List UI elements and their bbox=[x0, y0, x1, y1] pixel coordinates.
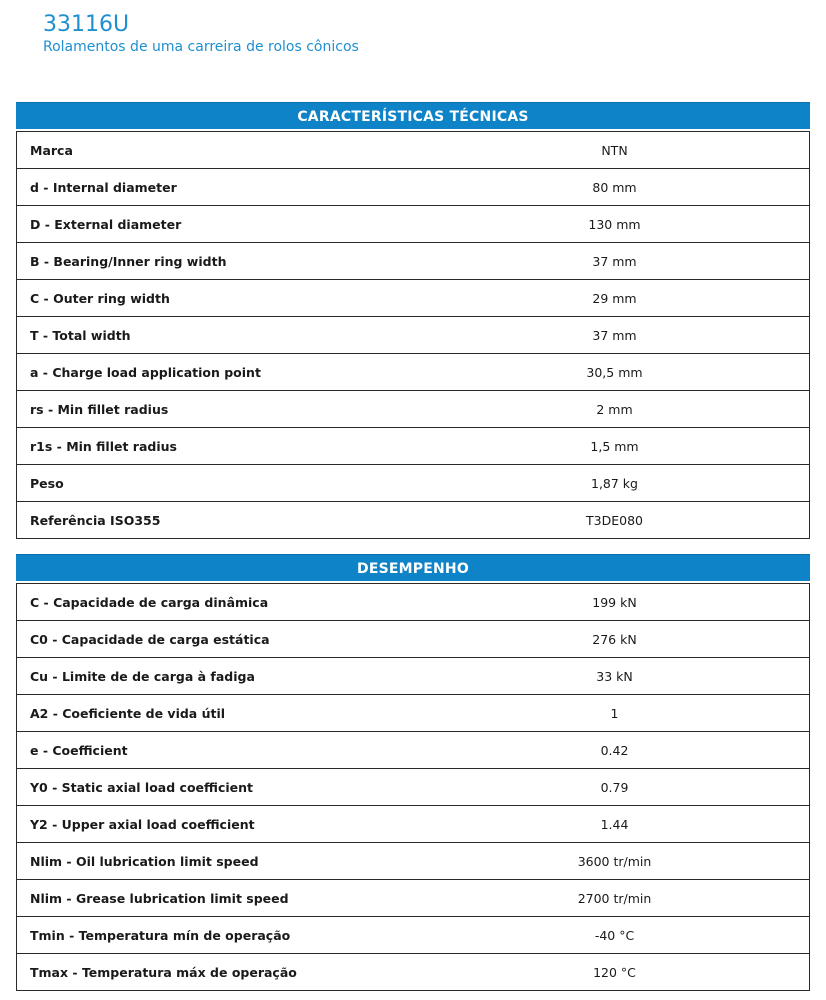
table-row bbox=[17, 917, 810, 954]
technical-section-title: CARACTERÍSTICAS TÉCNICAS bbox=[16, 102, 810, 129]
row-value: 0.42 bbox=[410, 732, 810, 769]
table-row bbox=[17, 880, 810, 917]
table-row bbox=[17, 428, 810, 465]
table-row bbox=[17, 584, 810, 621]
row-label: r1s - Min fillet radius bbox=[17, 428, 411, 465]
table-row bbox=[17, 843, 810, 880]
performance-section bbox=[16, 554, 810, 991]
table-row bbox=[17, 954, 810, 991]
performance-table bbox=[16, 583, 810, 991]
row-label: Y0 - Static axial load coefficient bbox=[17, 769, 411, 806]
table-row bbox=[17, 806, 810, 843]
row-value: 1,5 mm bbox=[410, 428, 810, 465]
row-label: Cu - Limite de de carga à fadiga bbox=[17, 658, 411, 695]
row-value: 199 kN bbox=[410, 584, 810, 621]
table-row bbox=[17, 132, 810, 169]
row-label: B - Bearing/Inner ring width bbox=[17, 243, 411, 280]
row-label: Nlim - Oil lubrication limit speed bbox=[17, 843, 411, 880]
table-row bbox=[17, 621, 810, 658]
row-label: C - Outer ring width bbox=[17, 280, 411, 317]
table-row bbox=[17, 695, 810, 732]
row-label: Peso bbox=[17, 465, 411, 502]
row-value: 37 mm bbox=[410, 243, 810, 280]
row-value: T3DE080 bbox=[410, 502, 810, 539]
row-value: 276 kN bbox=[410, 621, 810, 658]
table-row bbox=[17, 391, 810, 428]
product-description: Rolamentos de uma carreira de rolos cônicos bbox=[43, 39, 359, 55]
row-label: Y2 - Upper axial load coefficient bbox=[17, 806, 411, 843]
table-row bbox=[17, 206, 810, 243]
row-value: 2 mm bbox=[410, 391, 810, 428]
performance-section-title: DESEMPENHO bbox=[16, 554, 810, 581]
row-value: 2700 tr/min bbox=[410, 880, 810, 917]
table-row bbox=[17, 354, 810, 391]
row-label: Marca bbox=[17, 132, 411, 169]
table-row bbox=[17, 465, 810, 502]
row-value: 1,87 kg bbox=[410, 465, 810, 502]
table-row bbox=[17, 243, 810, 280]
row-label: Tmin - Temperatura mín de operação bbox=[17, 917, 411, 954]
table-row bbox=[17, 502, 810, 539]
row-value: NTN bbox=[410, 132, 810, 169]
row-label: C - Capacidade de carga dinâmica bbox=[17, 584, 411, 621]
row-label: Referência ISO355 bbox=[17, 502, 411, 539]
row-label: T - Total width bbox=[17, 317, 411, 354]
product-code: 33116U bbox=[43, 12, 130, 37]
row-value: 1.44 bbox=[410, 806, 810, 843]
table-row bbox=[17, 317, 810, 354]
row-label: e - Coefficient bbox=[17, 732, 411, 769]
product-header bbox=[43, 12, 359, 56]
row-value: 1 bbox=[410, 695, 810, 732]
row-label: a - Charge load application point bbox=[17, 354, 411, 391]
row-value: 0.79 bbox=[410, 769, 810, 806]
table-row bbox=[17, 169, 810, 206]
table-row bbox=[17, 769, 810, 806]
row-value: 3600 tr/min bbox=[410, 843, 810, 880]
table-row bbox=[17, 658, 810, 695]
row-value: -40 °C bbox=[410, 917, 810, 954]
technical-table bbox=[16, 131, 810, 539]
row-value: 120 °C bbox=[410, 954, 810, 991]
row-label: rs - Min fillet radius bbox=[17, 391, 411, 428]
row-label: Nlim - Grease lubrication limit speed bbox=[17, 880, 411, 917]
row-value: 33 kN bbox=[410, 658, 810, 695]
row-label: Tmax - Temperatura máx de operação bbox=[17, 954, 411, 991]
row-value: 80 mm bbox=[410, 169, 810, 206]
row-label: D - External diameter bbox=[17, 206, 411, 243]
row-value: 30,5 mm bbox=[410, 354, 810, 391]
table-row bbox=[17, 732, 810, 769]
row-label: C0 - Capacidade de carga estática bbox=[17, 621, 411, 658]
row-value: 29 mm bbox=[410, 280, 810, 317]
row-label: A2 - Coeficiente de vida útil bbox=[17, 695, 411, 732]
row-value: 37 mm bbox=[410, 317, 810, 354]
table-row bbox=[17, 280, 810, 317]
row-value: 130 mm bbox=[410, 206, 810, 243]
row-label: d - Internal diameter bbox=[17, 169, 411, 206]
technical-section bbox=[16, 102, 810, 539]
